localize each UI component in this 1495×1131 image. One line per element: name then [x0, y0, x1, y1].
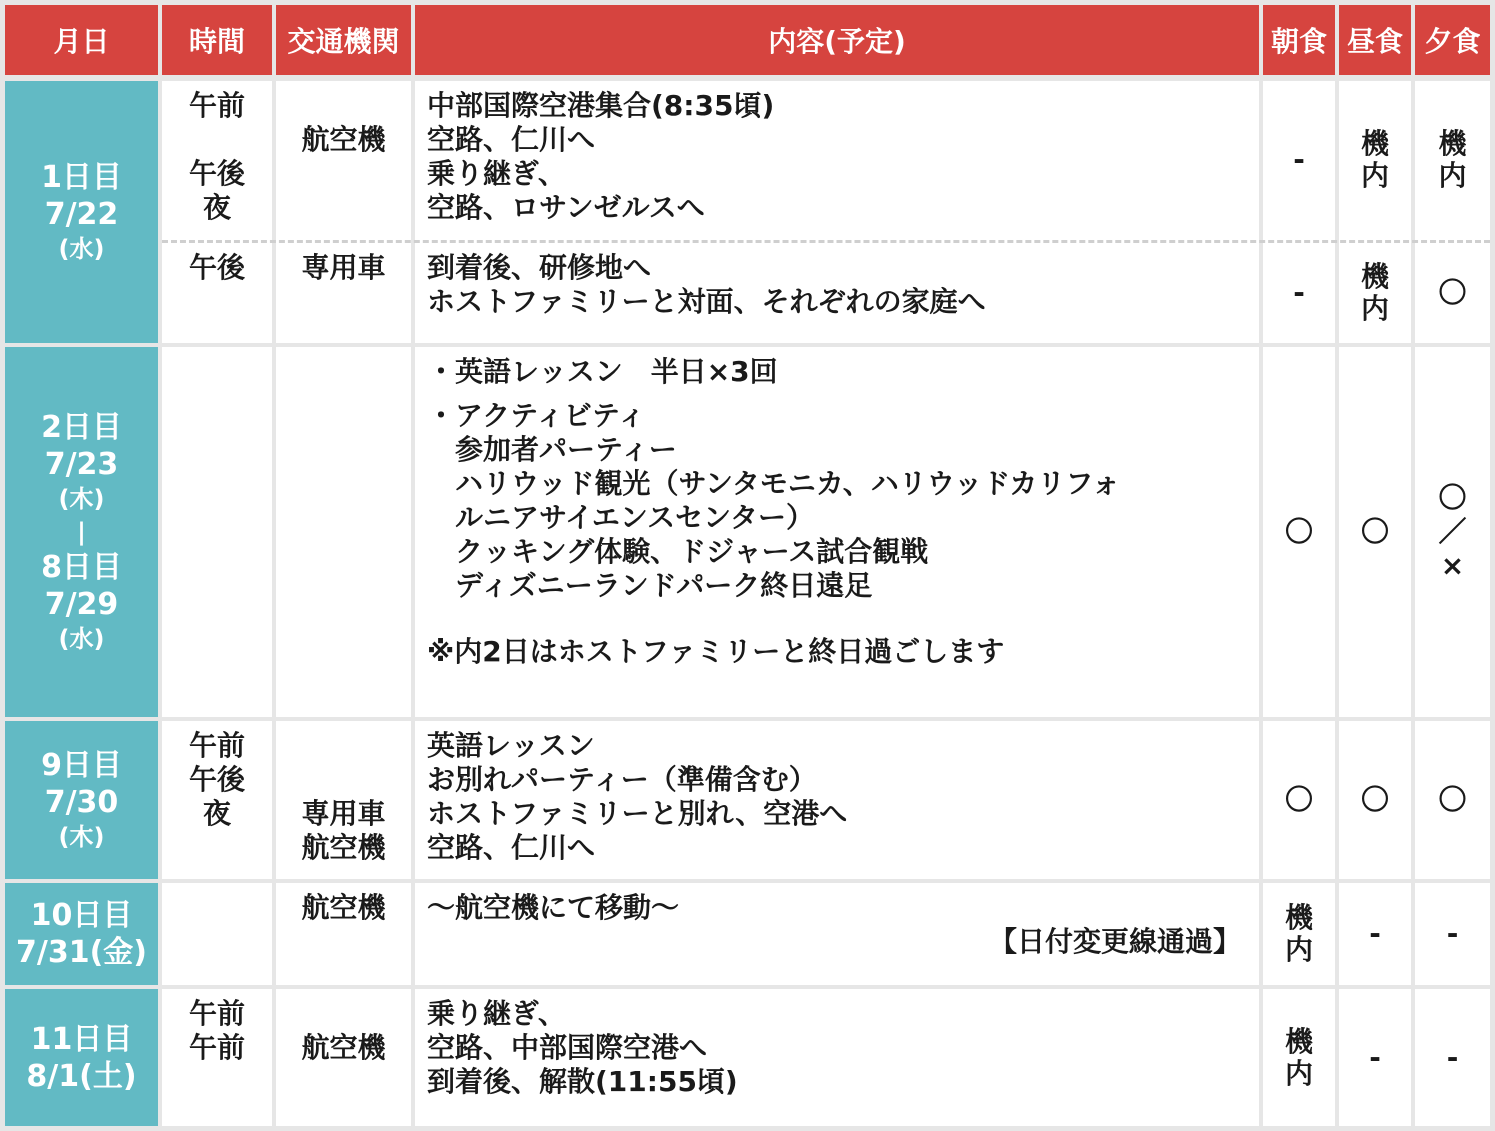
- date-md: 8/1(土): [26, 1058, 137, 1094]
- header-lunch: 昼食: [1339, 5, 1411, 75]
- time-text: 午前 午後 夜: [188, 729, 245, 830]
- time-cell-day11: [162, 989, 272, 1126]
- transport-text: 専用車 航空機: [301, 797, 386, 864]
- meal-value: 〇: [1438, 276, 1467, 309]
- date-md: 7/31(金): [15, 935, 147, 970]
- content-text-b: 到着後、研修地へ ホストファミリーと対面、それぞれの家庭へ: [427, 251, 986, 318]
- header-date: 月日: [5, 5, 158, 75]
- meal-value: -: [1293, 276, 1305, 309]
- date-day: 11日目: [30, 1021, 133, 1057]
- lunch-cell-day10: -: [1339, 883, 1411, 985]
- breakfast-cell-day11: 機 内: [1263, 989, 1335, 1126]
- date-weekday: (木): [58, 822, 105, 851]
- date-weekday: (木): [58, 484, 105, 513]
- meal-value: -: [1293, 143, 1305, 176]
- time-cell-day10: [162, 883, 272, 985]
- transport-cell-day2-8: [276, 347, 411, 717]
- time-cell-day1: [162, 81, 272, 343]
- header-content: 内容(予定): [415, 5, 1259, 75]
- breakfast-cell-day2-8: 〇: [1263, 347, 1335, 717]
- meal-value: 機 内: [1438, 127, 1467, 192]
- content-cell-day10: [415, 883, 1259, 985]
- transport-text: 航空機: [301, 1031, 386, 1064]
- date-md: 7/23: [44, 446, 119, 482]
- lunch-cell-day11: -: [1339, 989, 1411, 1126]
- breakfast-cell-day9: 〇: [1263, 721, 1335, 879]
- date-day: 1日目: [41, 159, 122, 195]
- content-note: ※内2日はホストファミリーと終日過ごします: [427, 635, 1005, 668]
- content-text-a: 中部国際空港集合(8:35頃) 空路、仁川へ 乗り継ぎ、 空路、ロサンゼルスへ: [427, 89, 775, 224]
- content-activities: ・アクティビティ 参加者パーティー ハリウッド観光（サンタモニカ、ハリウッドカリフォ ルニアサイエンスセンター） クッキング体験、ドジャース試合観戦 ディズニーランドパーク終日遠足: [427, 399, 1121, 602]
- dinner-cell-day2-8: 〇 ／ ×: [1415, 347, 1490, 717]
- date-weekday: (水): [58, 624, 105, 653]
- date-weekday: (水): [58, 234, 105, 263]
- header-transport: 交通機関: [276, 5, 411, 75]
- content-cell-day1: [415, 81, 1259, 343]
- date-day: 10日目: [30, 898, 133, 933]
- header-breakfast: 朝食: [1263, 5, 1335, 75]
- date-cell-day2-8: [5, 347, 158, 717]
- transport-cell-day11: [276, 989, 411, 1126]
- content-cell-day2-8: [415, 347, 1259, 717]
- time-cell-day2-8: [162, 347, 272, 717]
- date-day: 2日目: [41, 409, 122, 445]
- time-cell-day9: [162, 721, 272, 879]
- dinner-cell-day9: 〇: [1415, 721, 1490, 879]
- content-note: 【日付変更線通過】: [988, 925, 1241, 958]
- row-divider-dashed: [162, 240, 1490, 243]
- content-cell-day11: [415, 989, 1259, 1126]
- date-cell-day9: [5, 721, 158, 879]
- content-text: 〜航空機にて移動〜: [427, 891, 680, 924]
- breakfast-cell-day1: [1263, 81, 1335, 343]
- dinner-cell-day11: -: [1415, 989, 1490, 1126]
- date-cell-day11: [5, 989, 158, 1126]
- transport-cell-day1: [276, 81, 411, 343]
- meal-value: 機 内: [1360, 127, 1389, 192]
- time-text-b: 午後: [188, 251, 245, 284]
- date-cell-day10: [5, 883, 158, 985]
- date-md: 7/29: [44, 586, 119, 622]
- lunch-cell-day9: 〇: [1339, 721, 1411, 879]
- dinner-cell-day10: -: [1415, 883, 1490, 985]
- header-time: 時間: [162, 5, 272, 75]
- date-md: 7/22: [44, 196, 119, 232]
- meal-value: 機 内: [1360, 260, 1389, 325]
- lunch-cell-day1: [1339, 81, 1411, 343]
- breakfast-cell-day10: 機 内: [1263, 883, 1335, 985]
- content-text: 英語レッスン お別れパーティー（準備含む） ホストファミリーと別れ、空港へ 空路、仁川へ: [427, 729, 848, 864]
- date-range-separator: |: [77, 517, 86, 546]
- date-cell-day1: [5, 81, 158, 343]
- header-dinner: 夕食: [1415, 5, 1490, 75]
- transport-text-a: 航空機: [301, 123, 386, 156]
- transport-cell-day10: [276, 883, 411, 985]
- content-lesson: ・英語レッスン 半日×3回: [427, 355, 778, 388]
- date-md: 7/30: [44, 784, 119, 820]
- transport-text-b: 専用車: [301, 251, 386, 284]
- transport-cell-day9: [276, 721, 411, 879]
- transport-text: 航空機: [301, 891, 386, 924]
- date-day: 8日目: [41, 549, 122, 585]
- content-cell-day9: [415, 721, 1259, 879]
- content-text: 乗り継ぎ、 空路、中部国際空港へ 到着後、解散(11:55頃): [427, 997, 738, 1098]
- lunch-cell-day2-8: 〇: [1339, 347, 1411, 717]
- dinner-cell-day1: [1415, 81, 1490, 343]
- time-text-a: 午前 午後 夜: [188, 89, 245, 224]
- time-text: 午前 午前: [188, 997, 245, 1064]
- date-day: 9日目: [41, 747, 122, 783]
